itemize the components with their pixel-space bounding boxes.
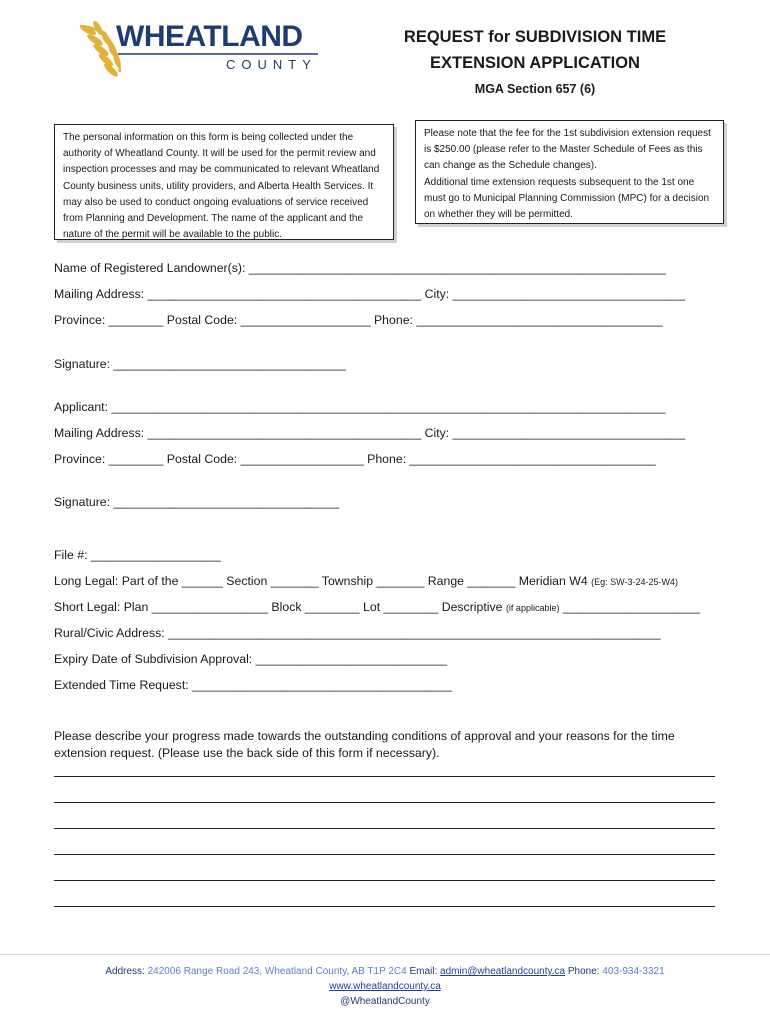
footer-email-link[interactable]: admin@wheatlandcounty.ca [440, 966, 566, 977]
document-header [380, 24, 690, 96]
privacy-notice-text: The personal information on this form is being collected under the authority of Wheatland County. It will be used for the permit review and inspection processes and may be communicated to relevant Wheatland County business units, utility providers, and Alberta Health Services. It may also be used to conduct ongoing evaluations of service received from Planning and Development. The name of the applicant and the nature of the permit will be available to the public. [63, 132, 380, 241]
applicant-mailing-field[interactable]: Mailing Address: ________________________________________ City: __________________________________ [54, 426, 686, 440]
description-line[interactable] [54, 828, 715, 829]
applicant-signature-field[interactable]: Signature: _________________________________ [54, 495, 340, 509]
long-legal-field[interactable] [54, 573, 678, 590]
landowner-name-field[interactable]: Name of Registered Landowner(s): _____________________________________________________________ [54, 261, 666, 275]
applicant-province-field[interactable]: Province: ________ Postal Code: __________________ Phone: ____________________________________ [54, 452, 656, 466]
fee-notice-box [415, 120, 724, 224]
description-line[interactable] [54, 802, 715, 803]
description-line[interactable] [54, 776, 715, 777]
landowner-province-field[interactable]: Province: ________ Postal Code: ___________________ Phone: ____________________________________ [54, 313, 663, 327]
rural-civic-field[interactable]: Rural/Civic Address: ________________________________________________________________________ [54, 626, 661, 640]
short-legal-blank: ____________________ [562, 600, 700, 614]
footer-website-link[interactable]: www.wheatlandcounty.ca [329, 981, 441, 992]
long-legal-text: Long Legal: Part of the ______ Section _______ Township _______ Range _______ Meridian W4 [54, 574, 588, 588]
title-line-1: REQUEST for SUBDIVISION TIME [403, 28, 667, 46]
footer-phone: 403-934-3321 [602, 966, 665, 977]
landowner-signature-field[interactable]: Signature: __________________________________ [54, 357, 346, 371]
file-number-field[interactable]: File #: ___________________ [54, 548, 221, 562]
privacy-notice-box [54, 124, 394, 240]
wheatland-county-logo [76, 20, 324, 90]
description-line[interactable] [54, 906, 715, 907]
fee-notice-text-1: Please note that the fee for the 1st subdivision extension request is $250.00 (please refer to the Master Schedule of Fees as this can change as the Schedule changes). [424, 128, 711, 172]
landowner-mailing-field[interactable]: Mailing Address: ________________________________________ City: __________________________________ [54, 287, 686, 301]
address-label: Address: [105, 966, 145, 977]
subtitle: MGA Section 657 (6) [474, 82, 596, 96]
description-prompt: Please describe your progress made towards the outstanding conditions of approval and your reasons for the time extension request. (Please use the back side of this form if necessary). [54, 729, 675, 760]
logo-sub-text: COUNTY [226, 57, 317, 72]
description-line[interactable] [54, 880, 715, 881]
applicant-name-field[interactable]: Applicant: _________________________________________________________________________________ [54, 400, 666, 414]
short-legal-text: Short Legal: Plan _________________ Block ________ Lot ________ Descriptive [54, 600, 503, 614]
fee-notice-text-2: Additional time extension requests subsequent to the 1st one must go to Municipal Planning Commission (MPC) for a decision on whether they will be permitted. [424, 176, 710, 221]
footer-address: 242006 Range Road 243, Wheatland County, AB T1P 2C4 [147, 966, 407, 977]
expiry-date-field[interactable]: Expiry Date of Subdivision Approval: ____________________________ [54, 652, 448, 666]
title-line-2: EXTENSION APPLICATION [430, 54, 640, 72]
extended-time-field[interactable]: Extended Time Request: ______________________________________ [54, 678, 452, 692]
phone-label: Phone: [567, 966, 600, 977]
short-legal-if-applicable: (if applicable) [505, 603, 560, 613]
footer-contact-line [0, 964, 770, 979]
email-label: Email: [409, 966, 438, 977]
logo-main-text: WHEATLAND [116, 20, 303, 53]
short-legal-field[interactable] [54, 599, 700, 616]
long-legal-example: (Eg: SW-3-24-25-W4) [591, 577, 679, 587]
description-line[interactable] [54, 854, 715, 855]
footer-divider [0, 954, 770, 955]
footer [0, 964, 770, 1009]
footer-social-handle: @WheatlandCounty [340, 996, 430, 1007]
